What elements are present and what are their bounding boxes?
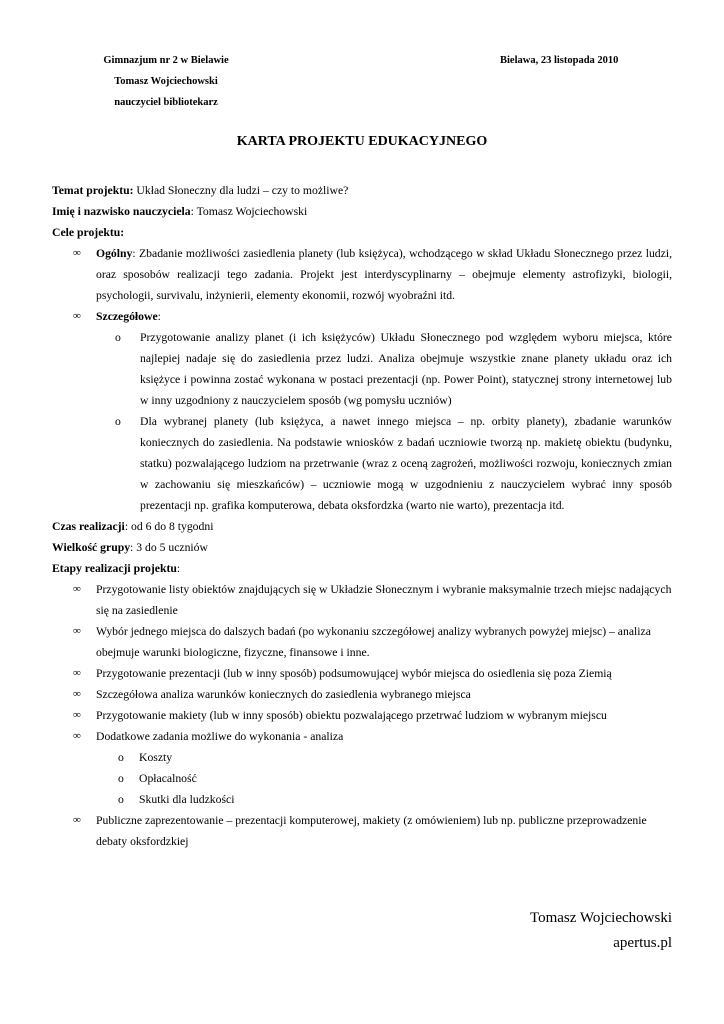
stage-item (52, 621, 672, 663)
goal-general-text: : Zbadanie możliwości zasiedlenia planety (lub księżyca), wchodzącego w skład Układu Słonecznego przez ludzi, oraz sposobów realizacji tego zadania. Projekt jest interdyscyplinarny – obejmuje elementy astrofizyki, biologii, psychologii, survivalu, inżynierii, elementy ekonomii, rozwój wyobraźni itd. (96, 247, 672, 302)
place-date: Bielawa, 23 listopada 2010 (500, 55, 619, 66)
stage-item (52, 663, 672, 684)
extra-task-item (52, 768, 672, 789)
detailed-goal-1-text: Przygotowanie analizy planet (i ich księżyców) Układu Słonecznego pod względem wyboru miejsca, które najlepiej nadaje się do zasiedlenia przez ludzi. Analiza obejmuje wszystkie znane planety układu oraz ich księżyce i powinna zostać wykonana w postaci prezentacji (np. Power Point), statycznej strony internetowej lub w inny uzgodniony z nauczycielem sposób (wg pomysłu uczniów) (140, 331, 672, 407)
group-size-label: Wielkość grupy (52, 541, 131, 554)
bullet-mark: ∞ (73, 730, 81, 742)
sub-bullet-mark: o (115, 415, 121, 428)
detailed-goal-2 (52, 411, 672, 516)
stages-heading (52, 558, 672, 579)
bullet-mark: ∞ (73, 688, 81, 700)
goal-detailed-label: Szczegółowe (96, 310, 158, 323)
teacher-role: nauczyciel bibliotekarz (114, 97, 218, 108)
bullet-mark: ∞ (73, 814, 81, 826)
stages-colon: : (176, 562, 181, 575)
stage-text: Wybór jednego miejsca do dalszych badań (po wykonaniu szczegółowej analizy wybranych powyżej miejsc) – analiza obejmuje warunki biologiczne, fizyczne, finansowe i inne. (96, 625, 651, 659)
sub-bullet-mark: o (118, 793, 124, 806)
sub-bullet-mark: o (118, 751, 124, 764)
header-teacher-name: Tomasz Wojciechowski (114, 76, 218, 87)
school-name: Gimnazjum nr 2 w Bielawie (103, 55, 229, 66)
duration-label: Czas realizacji (52, 520, 125, 533)
group-size-line (52, 537, 672, 558)
bullet-mark: ∞ (73, 625, 81, 637)
bullet-mark: ∞ (73, 709, 81, 721)
stage-text: Przygotowanie makiety (lub w inny sposób) obiektu pozwalającego przetrwać ludziom w wybranym miejscu (96, 709, 607, 722)
header-school-block (86, 50, 246, 113)
signature-site: apertus.pl (613, 935, 672, 951)
stage-text: Przygotowanie prezentacji (lub w inny sposób) podsumowującej wybór miejsca do osiedlenia się poza Ziemią (96, 667, 612, 680)
stage-item-final (52, 810, 672, 852)
bullet-mark: ∞ (73, 247, 81, 259)
bullet-mark: ∞ (73, 583, 81, 595)
signature-block (530, 906, 672, 956)
teacher-value: : Tomasz Wojciechowski (190, 205, 308, 218)
teacher-line (52, 201, 672, 222)
goal-general-item (52, 243, 672, 306)
teacher-label: Imię i nazwisko nauczyciela (52, 205, 191, 218)
stage-text: Dodatkowe zadania możliwe do wykonania - analiza (96, 730, 344, 743)
group-size-value: : 3 do 5 uczniów (130, 541, 208, 554)
duration-value: : od 6 do 8 tygodni (124, 520, 214, 533)
document-body (52, 180, 672, 852)
stage-item (52, 705, 672, 726)
document-title: KARTA PROJEKTU EDUKACYJNEGO (236, 134, 488, 149)
stage-item (52, 684, 672, 705)
goal-general-label: Ogólny (96, 247, 133, 260)
extra-task-item (52, 747, 672, 768)
sub-bullet-mark: o (118, 772, 124, 785)
extra-task-item (52, 789, 672, 810)
bullet-mark: ∞ (73, 310, 81, 322)
extra-task-text: Skutki dla ludzkości (139, 793, 235, 806)
topic-value: Układ Słoneczny dla ludzi – czy to możliwe? (133, 184, 349, 197)
goals-label: Cele projektu: (52, 226, 125, 239)
topic-line (52, 180, 672, 201)
extra-task-text: Koszty (139, 751, 173, 764)
topic-label: Temat projektu: (52, 184, 134, 197)
detailed-goal-1 (52, 327, 672, 411)
extra-task-text: Opłacalność (139, 772, 197, 785)
stage-text: Przygotowanie listy obiektów znajdujących się w Układzie Słonecznym i wybranie maksymalnie trzech miejsc nadających się na zasiedlenie (96, 583, 672, 617)
detailed-goal-2-text: Dla wybranej planety (lub księżyca, a nawet innego miejsca – np. orbity planety), zbadanie warunków koniecznych do zasiedlenia. Na podstawie wniosków z badań uczniowie tworzą np. makietę obiektu (budynku, statku) pozwalającego ludziom na przetrwanie (wraz z oceną zagrożeń, możliwości rozwoju, koniecznych zmian w zachowaniu się mieszkańców) – uczniowie mogą w uzgodnieniu z nauczycielem wybrać inny sposób prezentacji np. grafika komputerowa, debata oksfordzka (warto nie warto), prezentacja itd. (140, 415, 672, 512)
duration-line (52, 516, 672, 537)
sub-bullet-mark: o (115, 331, 121, 344)
stages-label: Etapy realizacji projektu (52, 562, 177, 575)
final-stage-text: Publiczne zaprezentowanie – prezentacji komputerowej, makiety (z omówieniem) lub np. publiczne przeprowadzenie debaty oksfordzkiej (96, 814, 647, 848)
goal-detailed-colon: : (157, 310, 161, 323)
bullet-mark: ∞ (73, 667, 81, 679)
stage-item (52, 579, 672, 621)
stage-text: Szczegółowa analiza warunków koniecznych do zasiedlenia wybranego miejsca (96, 688, 471, 701)
stage-item (52, 726, 672, 747)
goal-detailed-item (52, 306, 672, 327)
signature-name: Tomasz Wojciechowski (529, 910, 672, 926)
